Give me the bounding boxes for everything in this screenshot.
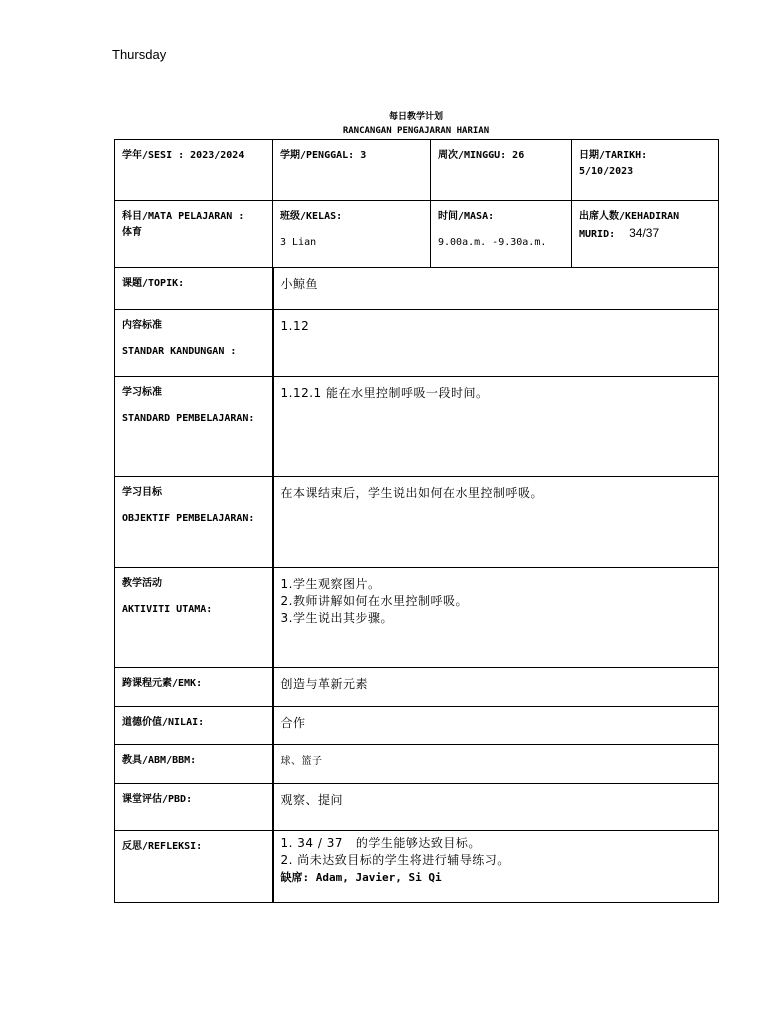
emk-label: 跨课程元素/EMK:: [115, 668, 273, 707]
reflection-absent: 缺席: Adam, Javier, Si Qi: [280, 871, 442, 884]
time-cell: [431, 201, 572, 268]
topic-label: 课题/TOPIK:: [115, 268, 273, 310]
class-label: 班级/KELAS:: [280, 211, 343, 222]
topic-value: 小鲸鱼: [273, 268, 719, 310]
date-value: 5/10/2023: [579, 166, 634, 177]
class-cell: [273, 201, 431, 268]
subject-cell: [115, 201, 273, 268]
aids-label: 教具/ABM/BBM:: [115, 745, 273, 784]
document-title: [114, 110, 718, 138]
activity-item: 1.学生观察图片。: [280, 577, 381, 591]
objective-label: [115, 477, 273, 568]
row-objective: [115, 477, 719, 568]
row-learning-standard: [115, 377, 719, 477]
learning-standard-label-zh: 学习标准: [122, 387, 162, 398]
values-label: 道德价值/NILAI:: [115, 707, 273, 745]
content-standard-label-zh: 内容标准: [122, 320, 162, 331]
activity-label-zh: 教学活动: [122, 578, 162, 589]
objective-label-zh: 学习目标: [122, 487, 162, 498]
reflection-label: 反思/REFLEKSI:: [115, 831, 273, 903]
row-topic: [115, 268, 719, 310]
title-malay: RANCANGAN PENGAJARAN HARIAN: [342, 126, 490, 136]
day-label: Thursday: [112, 47, 167, 62]
content-standard-value: 1.12: [273, 310, 719, 377]
subject-value: 体育: [122, 227, 142, 238]
time-label: 时间/MASA:: [438, 211, 495, 222]
content-standard-label: [115, 310, 273, 377]
subject-label: 科目/MATA PELAJARAN :: [122, 211, 245, 222]
activity-item: 3.学生说出其步骤。: [280, 611, 393, 625]
row-assessment: [115, 784, 719, 831]
objective-label-ms: OBJEKTIF PEMBELAJARAN:: [122, 513, 255, 524]
assessment-value: 观察、提问: [273, 784, 719, 831]
title-chinese: 每日教学计划: [388, 112, 443, 122]
learning-standard-label: [115, 377, 273, 477]
attendance-value: 34/37: [629, 226, 660, 240]
row-session: [115, 140, 719, 201]
reflection-value: [273, 831, 719, 903]
activity-list: [273, 568, 719, 668]
emk-value: 创造与革新元素: [273, 668, 719, 707]
date-label: 日期/TARIKH:: [579, 150, 648, 161]
term-cell: 学期/PENGGAL: 3: [273, 140, 431, 201]
time-value: 9.00a.m. -9.30a.m.: [438, 237, 547, 248]
assessment-label: 课堂评估/PBD:: [115, 784, 273, 831]
row-content-standard: [115, 310, 719, 377]
attendance-label-murid: MURID:: [579, 229, 616, 240]
week-cell: 周次/MINGGU: 26: [431, 140, 572, 201]
lesson-plan-table: [114, 139, 719, 903]
aids-value: 球、篮子: [273, 745, 719, 784]
values-value: 合作: [273, 707, 719, 745]
row-aids: [115, 745, 719, 784]
content-standard-label-ms: STANDAR KANDUNGAN :: [122, 346, 237, 357]
reflection-line-2: 2. 尚未达致目标的学生将进行辅导练习。: [280, 853, 510, 867]
reflection-line-1: 1. 34 / 37 的学生能够达致目标。: [280, 836, 481, 850]
activity-item: 2.教师讲解如何在水里控制呼吸。: [280, 594, 468, 608]
row-values: [115, 707, 719, 745]
class-value: 3 Lian: [280, 237, 317, 248]
row-activity: [115, 568, 719, 668]
date-cell: [572, 140, 719, 201]
learning-standard-label-ms: STANDARD PEMBELAJARAN:: [122, 413, 255, 424]
attendance-label: 出席人数/KEHADIRAN: [579, 211, 680, 222]
learning-standard-value: 1.12.1 能在水里控制呼吸一段时间。: [273, 377, 719, 477]
session-cell: 学年/SESI : 2023/2024: [115, 140, 273, 201]
activity-label-ms: AKTIVITI UTAMA:: [122, 604, 213, 615]
row-emk: [115, 668, 719, 707]
row-reflection: [115, 831, 719, 903]
row-subject: [115, 201, 719, 268]
attendance-cell: [572, 201, 719, 268]
activity-label: [115, 568, 273, 668]
objective-value: 在本课结束后，学生说出如何在水里控制呼吸。: [273, 477, 719, 568]
